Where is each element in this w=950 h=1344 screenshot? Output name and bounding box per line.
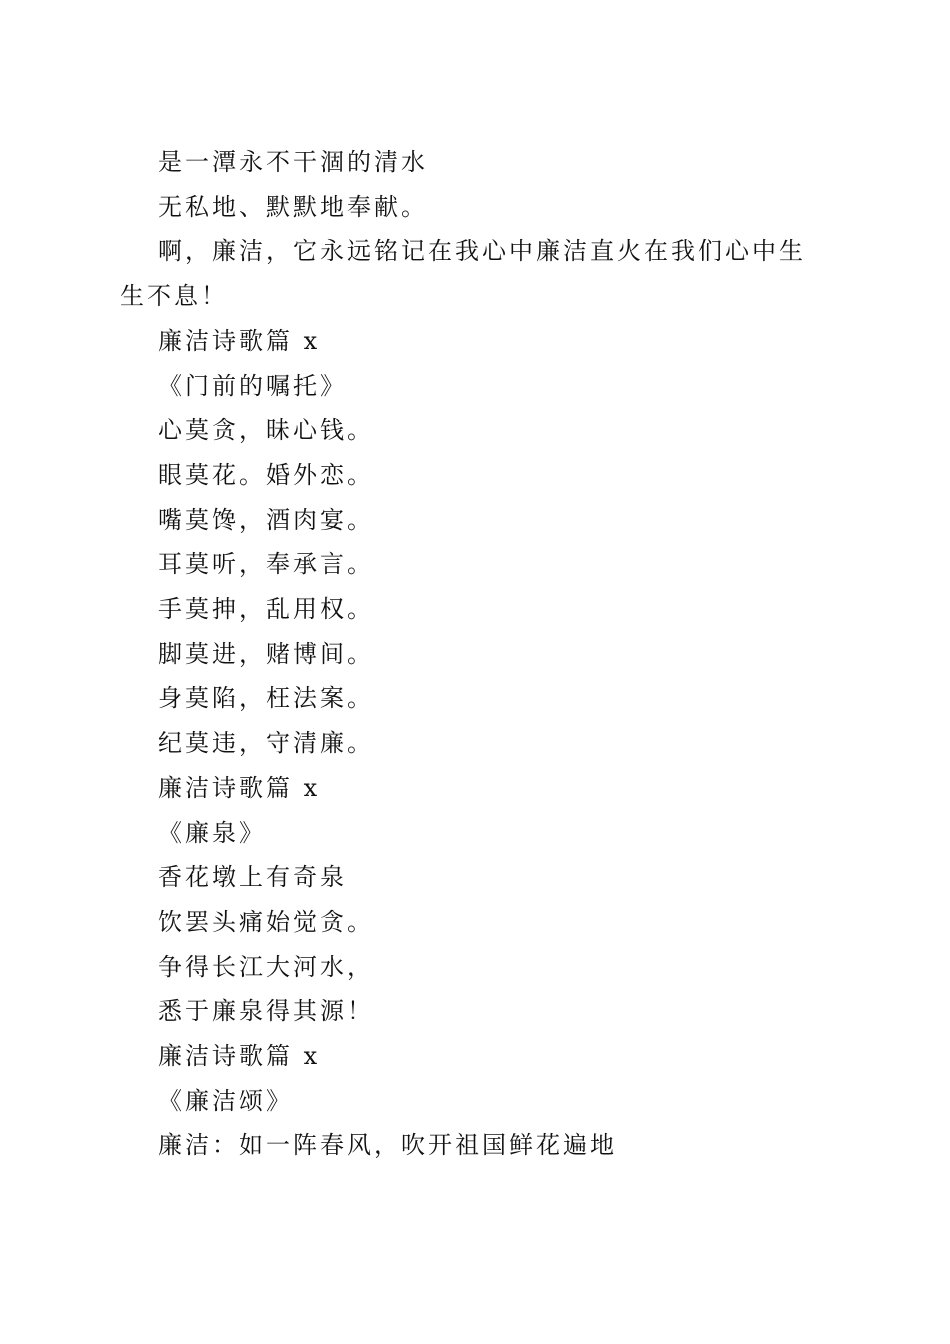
poem-line: 纪莫违，守清廉。 xyxy=(158,729,374,758)
section-heading: 廉洁诗歌篇 x xyxy=(158,1042,321,1071)
poem-line: 饮罢头痛始觉贪。 xyxy=(158,907,374,936)
poem-title: 《门前的嘱托》 xyxy=(158,371,347,400)
poem-line: 香花墩上有奇泉 xyxy=(158,863,347,892)
document-body xyxy=(120,140,830,1168)
poem-paragraph: 啊，廉洁，它永远铭记在我心中廉洁直火在我们心中生生不息！ xyxy=(120,237,806,311)
poem-line: 是一潭永不干涸的清水 xyxy=(158,148,428,176)
section-heading: 廉洁诗歌篇 x xyxy=(158,326,321,355)
poem-title: 《廉泉》 xyxy=(158,818,266,847)
section-heading: 廉洁诗歌篇 x xyxy=(158,773,321,802)
poem-line: 心莫贪，昧心钱。 xyxy=(158,416,374,445)
poem-title: 《廉洁颂》 xyxy=(158,1086,293,1115)
poem-line: 无私地、默默地奉献。 xyxy=(158,192,428,221)
poem-line: 嘴莫馋，酒肉宴。 xyxy=(158,505,374,534)
poem-line: 耳莫听，奉承言。 xyxy=(158,550,374,579)
poem-line: 脚莫进，赌博间。 xyxy=(158,639,374,668)
poem-line: 眼莫花。婚外恋。 xyxy=(158,460,374,489)
poem-line: 悉于廉泉得其源！ xyxy=(158,997,374,1026)
poem-line: 手莫抻，乱用权。 xyxy=(158,595,374,624)
poem-line: 身莫陷，枉法案。 xyxy=(158,684,374,713)
poem-line: 争得长江大河水， xyxy=(158,952,374,981)
poem-line: 廉洁：如一阵春风，吹开祖国鲜花遍地 xyxy=(158,1131,617,1160)
